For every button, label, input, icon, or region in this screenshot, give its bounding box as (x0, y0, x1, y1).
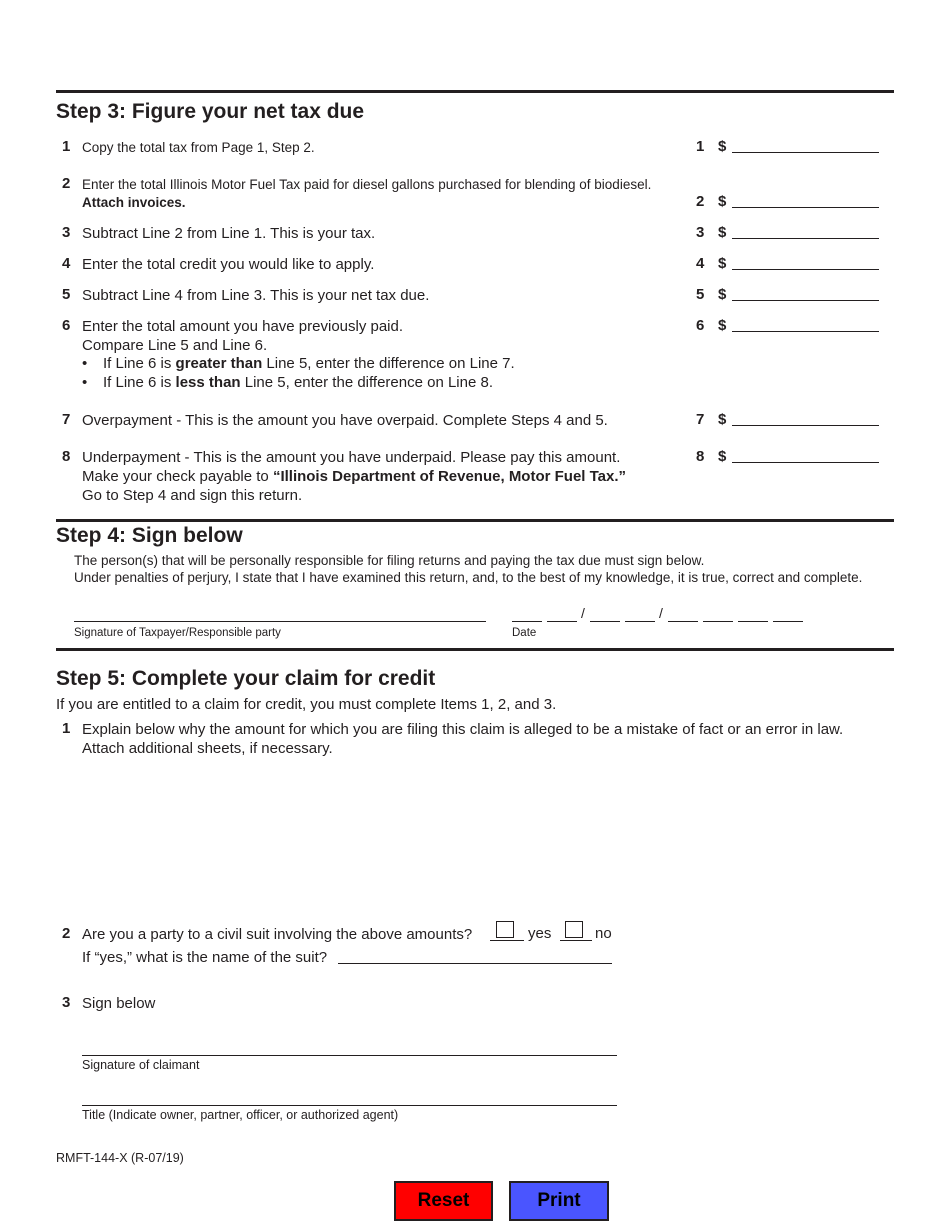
line4-right-number: 4 (696, 255, 705, 272)
claimant-signature-line[interactable] (82, 1054, 617, 1056)
item3-number: 3 (62, 994, 71, 1011)
item1-number: 1 (62, 720, 71, 737)
line7-amount-field[interactable] (732, 412, 879, 426)
item2-question: Are you a party to a civil suit involving the above amounts? (82, 926, 473, 943)
reset-button[interactable]: Reset (394, 1181, 493, 1221)
line4-dollar-sign: $ (718, 255, 727, 272)
line2-text: Enter the total Illinois Motor Fuel Tax paid for diesel gallons purchased for blending of biodiesel. (82, 177, 652, 192)
line3-right-number: 3 (696, 224, 705, 241)
step4-title: Step 4: Sign below (56, 524, 243, 547)
line6-right-number: 6 (696, 317, 705, 334)
line6-compare-text: Compare Line 5 and Line 6. (82, 337, 268, 354)
taxpayer-signature-caption: Signature of Taxpayer/Responsible party (74, 627, 281, 639)
line2-amount-field[interactable] (732, 194, 879, 208)
line8-right-number: 8 (696, 448, 705, 465)
line6-bullet-2-dot: • (82, 374, 88, 391)
explanation-area[interactable] (82, 762, 882, 912)
date-separator-2: / (659, 605, 663, 621)
line7-number: 7 (62, 411, 71, 428)
line1-number: 1 (62, 138, 71, 155)
form-id: RMFT-144-X (R-07/19) (56, 1151, 184, 1165)
suit-name-field[interactable] (338, 962, 612, 964)
line8-go-to-step4: Go to Step 4 and sign this return. (82, 487, 303, 504)
yes-label: yes (528, 925, 552, 942)
line5-text: Subtract Line 4 from Line 3. This is your net tax due. (82, 287, 430, 304)
item3-text: Sign below (82, 995, 156, 1012)
date-day-digit-1[interactable] (590, 620, 620, 622)
line2-dollar-sign: $ (718, 193, 727, 210)
line4-text: Enter the total credit you would like to apply. (82, 256, 375, 273)
date-separator-1: / (581, 605, 585, 621)
step3-title: Step 3: Figure your net tax due (56, 100, 365, 123)
claimant-signature-caption: Signature of claimant (82, 1058, 200, 1072)
line6-bullet-2: If Line 6 is less than Line 5, enter the difference on Line 8. (103, 374, 493, 391)
line6-bullet-1: If Line 6 is greater than Line 5, enter the difference on Line 7. (103, 355, 515, 372)
line3-number: 3 (62, 224, 71, 241)
step5-top-rule (56, 648, 894, 651)
item1-text: Explain below why the amount for which you are filing this claim is alleged to be a mistake of fact or an error in law. (82, 721, 844, 738)
taxpayer-signature-line[interactable] (74, 620, 486, 622)
line1-amount-field[interactable] (732, 139, 879, 153)
print-button[interactable]: Print (509, 1181, 609, 1221)
line5-dollar-sign: $ (718, 286, 727, 303)
line7-right-number: 7 (696, 411, 705, 428)
line8-dollar-sign: $ (718, 448, 727, 465)
line8-payable-text: Make your check payable to “Illinois Department of Revenue, Motor Fuel Tax.” (82, 468, 627, 485)
line2-number: 2 (62, 175, 71, 192)
line3-text: Subtract Line 2 from Line 1. This is your tax. (82, 225, 376, 242)
step4-responsibility-text: The person(s) that will be personally responsible for filing returns and paying the tax due must sign below. (74, 553, 705, 568)
line1-right-number: 1 (696, 138, 705, 155)
line1-dollar-sign: $ (718, 138, 727, 155)
item2-suit-name-label: If “yes,” what is the name of the suit? (82, 949, 328, 966)
item1-attach-text: Attach additional sheets, if necessary. (82, 740, 333, 757)
line7-dollar-sign: $ (718, 411, 727, 428)
claimant-title-line[interactable] (82, 1104, 617, 1106)
date-day-digit-2[interactable] (625, 620, 655, 622)
line3-amount-field[interactable] (732, 225, 879, 239)
line6-number: 6 (62, 317, 71, 334)
line8-text: Underpayment - This is the amount you have underpaid. Please pay this amount. (82, 449, 621, 466)
line6-bullet-1-dot: • (82, 355, 88, 372)
step4-perjury-text: Under penalties of perjury, I state that I have examined this return, and, to the best of my knowledge, it is true, correct and complete. (74, 570, 863, 585)
date-year-digit-4[interactable] (773, 620, 803, 622)
date-year-digit-3[interactable] (738, 620, 768, 622)
line4-number: 4 (62, 255, 71, 272)
item2-number: 2 (62, 925, 71, 942)
no-label: no (595, 925, 612, 942)
date-caption: Date (512, 627, 537, 639)
line8-number: 8 (62, 448, 71, 465)
date-month-digit-1[interactable] (512, 620, 542, 622)
step3-top-rule (56, 90, 894, 93)
line5-amount-field[interactable] (732, 287, 879, 301)
step4-top-rule (56, 519, 894, 522)
line1-text: Copy the total tax from Page 1, Step 2. (82, 140, 315, 155)
line5-right-number: 5 (696, 286, 705, 303)
step5-intro: If you are entitled to a claim for credit, you must complete Items 1, 2, and 3. (56, 696, 557, 713)
no-checkbox[interactable] (565, 921, 583, 938)
line8-amount-field[interactable] (732, 449, 879, 463)
line6-amount-field[interactable] (732, 318, 879, 332)
claimant-title-caption: Title (Indicate owner, partner, officer, or authorized agent) (82, 1108, 399, 1122)
yes-checkbox[interactable] (496, 921, 514, 938)
step5-title: Step 5: Complete your claim for credit (56, 667, 436, 690)
date-year-digit-2[interactable] (703, 620, 733, 622)
line4-amount-field[interactable] (732, 256, 879, 270)
date-month-digit-2[interactable] (547, 620, 577, 622)
line5-number: 5 (62, 286, 71, 303)
line6-dollar-sign: $ (718, 317, 727, 334)
line7-text: Overpayment - This is the amount you have overpaid. Complete Steps 4 and 5. (82, 412, 608, 429)
no-underline (560, 939, 592, 941)
date-year-digit-1[interactable] (668, 620, 698, 622)
line2-right-number: 2 (696, 193, 705, 210)
yes-underline (490, 939, 524, 941)
line2-attach-invoices: Attach invoices. (82, 195, 186, 210)
line6-text: Enter the total amount you have previously paid. (82, 318, 404, 335)
line3-dollar-sign: $ (718, 224, 727, 241)
